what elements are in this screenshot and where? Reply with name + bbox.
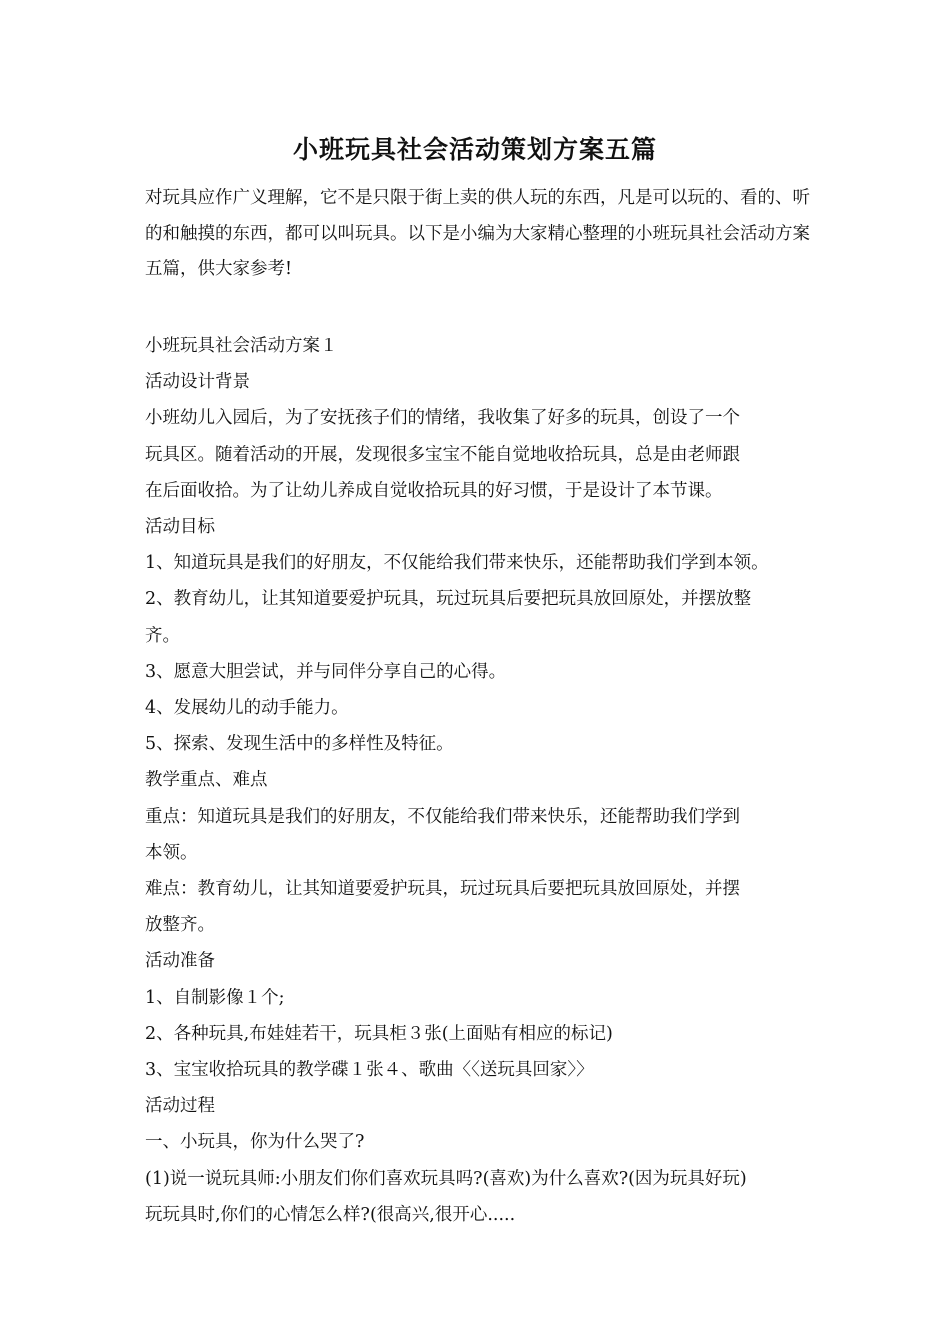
body-line: 活动准备 <box>145 951 215 972</box>
body-line: 活动设计背景 <box>145 372 250 393</box>
body-line: 小班玩具社会活动方案１ <box>145 336 338 356</box>
body-line: 一、小玩具，你为什么哭了? <box>145 1132 365 1153</box>
document-title: 小班玩具社会活动策划方案五篇 <box>292 135 657 164</box>
document-body <box>145 328 825 1233</box>
body-line: 齐。 <box>145 625 180 646</box>
body-line: 本领。 <box>145 842 198 863</box>
body-line: 1、知道玩具是我们的好朋友，不仅能给我们带来快乐，还能帮助我们学到本领。 <box>145 553 769 574</box>
body-line: 2、教育幼儿，让其知道要爱护玩具，玩过玩具后要把玩具放回原处，并摆放整 <box>145 589 752 610</box>
body-line: 3、愿意大胆尝试，并与同伴分享自己的心得。 <box>145 661 507 682</box>
body-line: 在后面收拾。为了让幼儿养成自觉收拾玩具的好习惯，于是设计了本节课。 <box>145 480 723 501</box>
body-line: 活动过程 <box>145 1096 215 1117</box>
body-line: 玩玩具时,你们的心情怎么样?(很高兴,很开心..... <box>145 1204 516 1225</box>
body-line: 1、自制影像１个; <box>145 987 285 1008</box>
body-line: 教学重点、难点 <box>145 770 268 791</box>
body-line: 2、各种玩具,布娃娃若干，玩具柜３张(上面贴有相应的标记) <box>145 1023 613 1044</box>
body-line: 5、探索、发现生活中的多样性及特征。 <box>145 734 454 755</box>
body-line: 放整齐。 <box>145 915 215 936</box>
body-line: 玩具区。随着活动的开展，发现很多宝宝不能自觉地收拾玩具，总是由老师跟 <box>145 444 740 465</box>
body-line: 活动目标 <box>145 517 215 538</box>
body-line: 4、发展幼儿的动手能力。 <box>145 698 349 719</box>
body-line: 3、宝宝收拾玩具的教学碟１张４、歌曲〈〈送玩具回家〉〉 <box>145 1060 594 1081</box>
intro-paragraph: 对玩具应作广义理解，它不是只限于街上卖的供人玩的东西，凡是可以玩的、看的、听的和触摸的东西，都可以叫玩具。以下是小编为大家精心整理的小班玩具社会活动方案五篇，供大家参考! <box>145 188 810 279</box>
body-line: (1)说一说玩具师:小朋友们你们喜欢玩具吗?(喜欢)为什么喜欢?(因为玩具好玩) <box>145 1168 747 1189</box>
body-line: 小班幼儿入园后，为了安抚孩子们的情绪，我收集了好多的玩具，创设了一个 <box>145 408 740 429</box>
body-line: 难点：教育幼儿，让其知道要爱护玩具，玩过玩具后要把玩具放回原处，并摆 <box>145 879 740 900</box>
body-line: 重点：知道玩具是我们的好朋友，不仅能给我们带来快乐，还能帮助我们学到 <box>145 806 740 827</box>
